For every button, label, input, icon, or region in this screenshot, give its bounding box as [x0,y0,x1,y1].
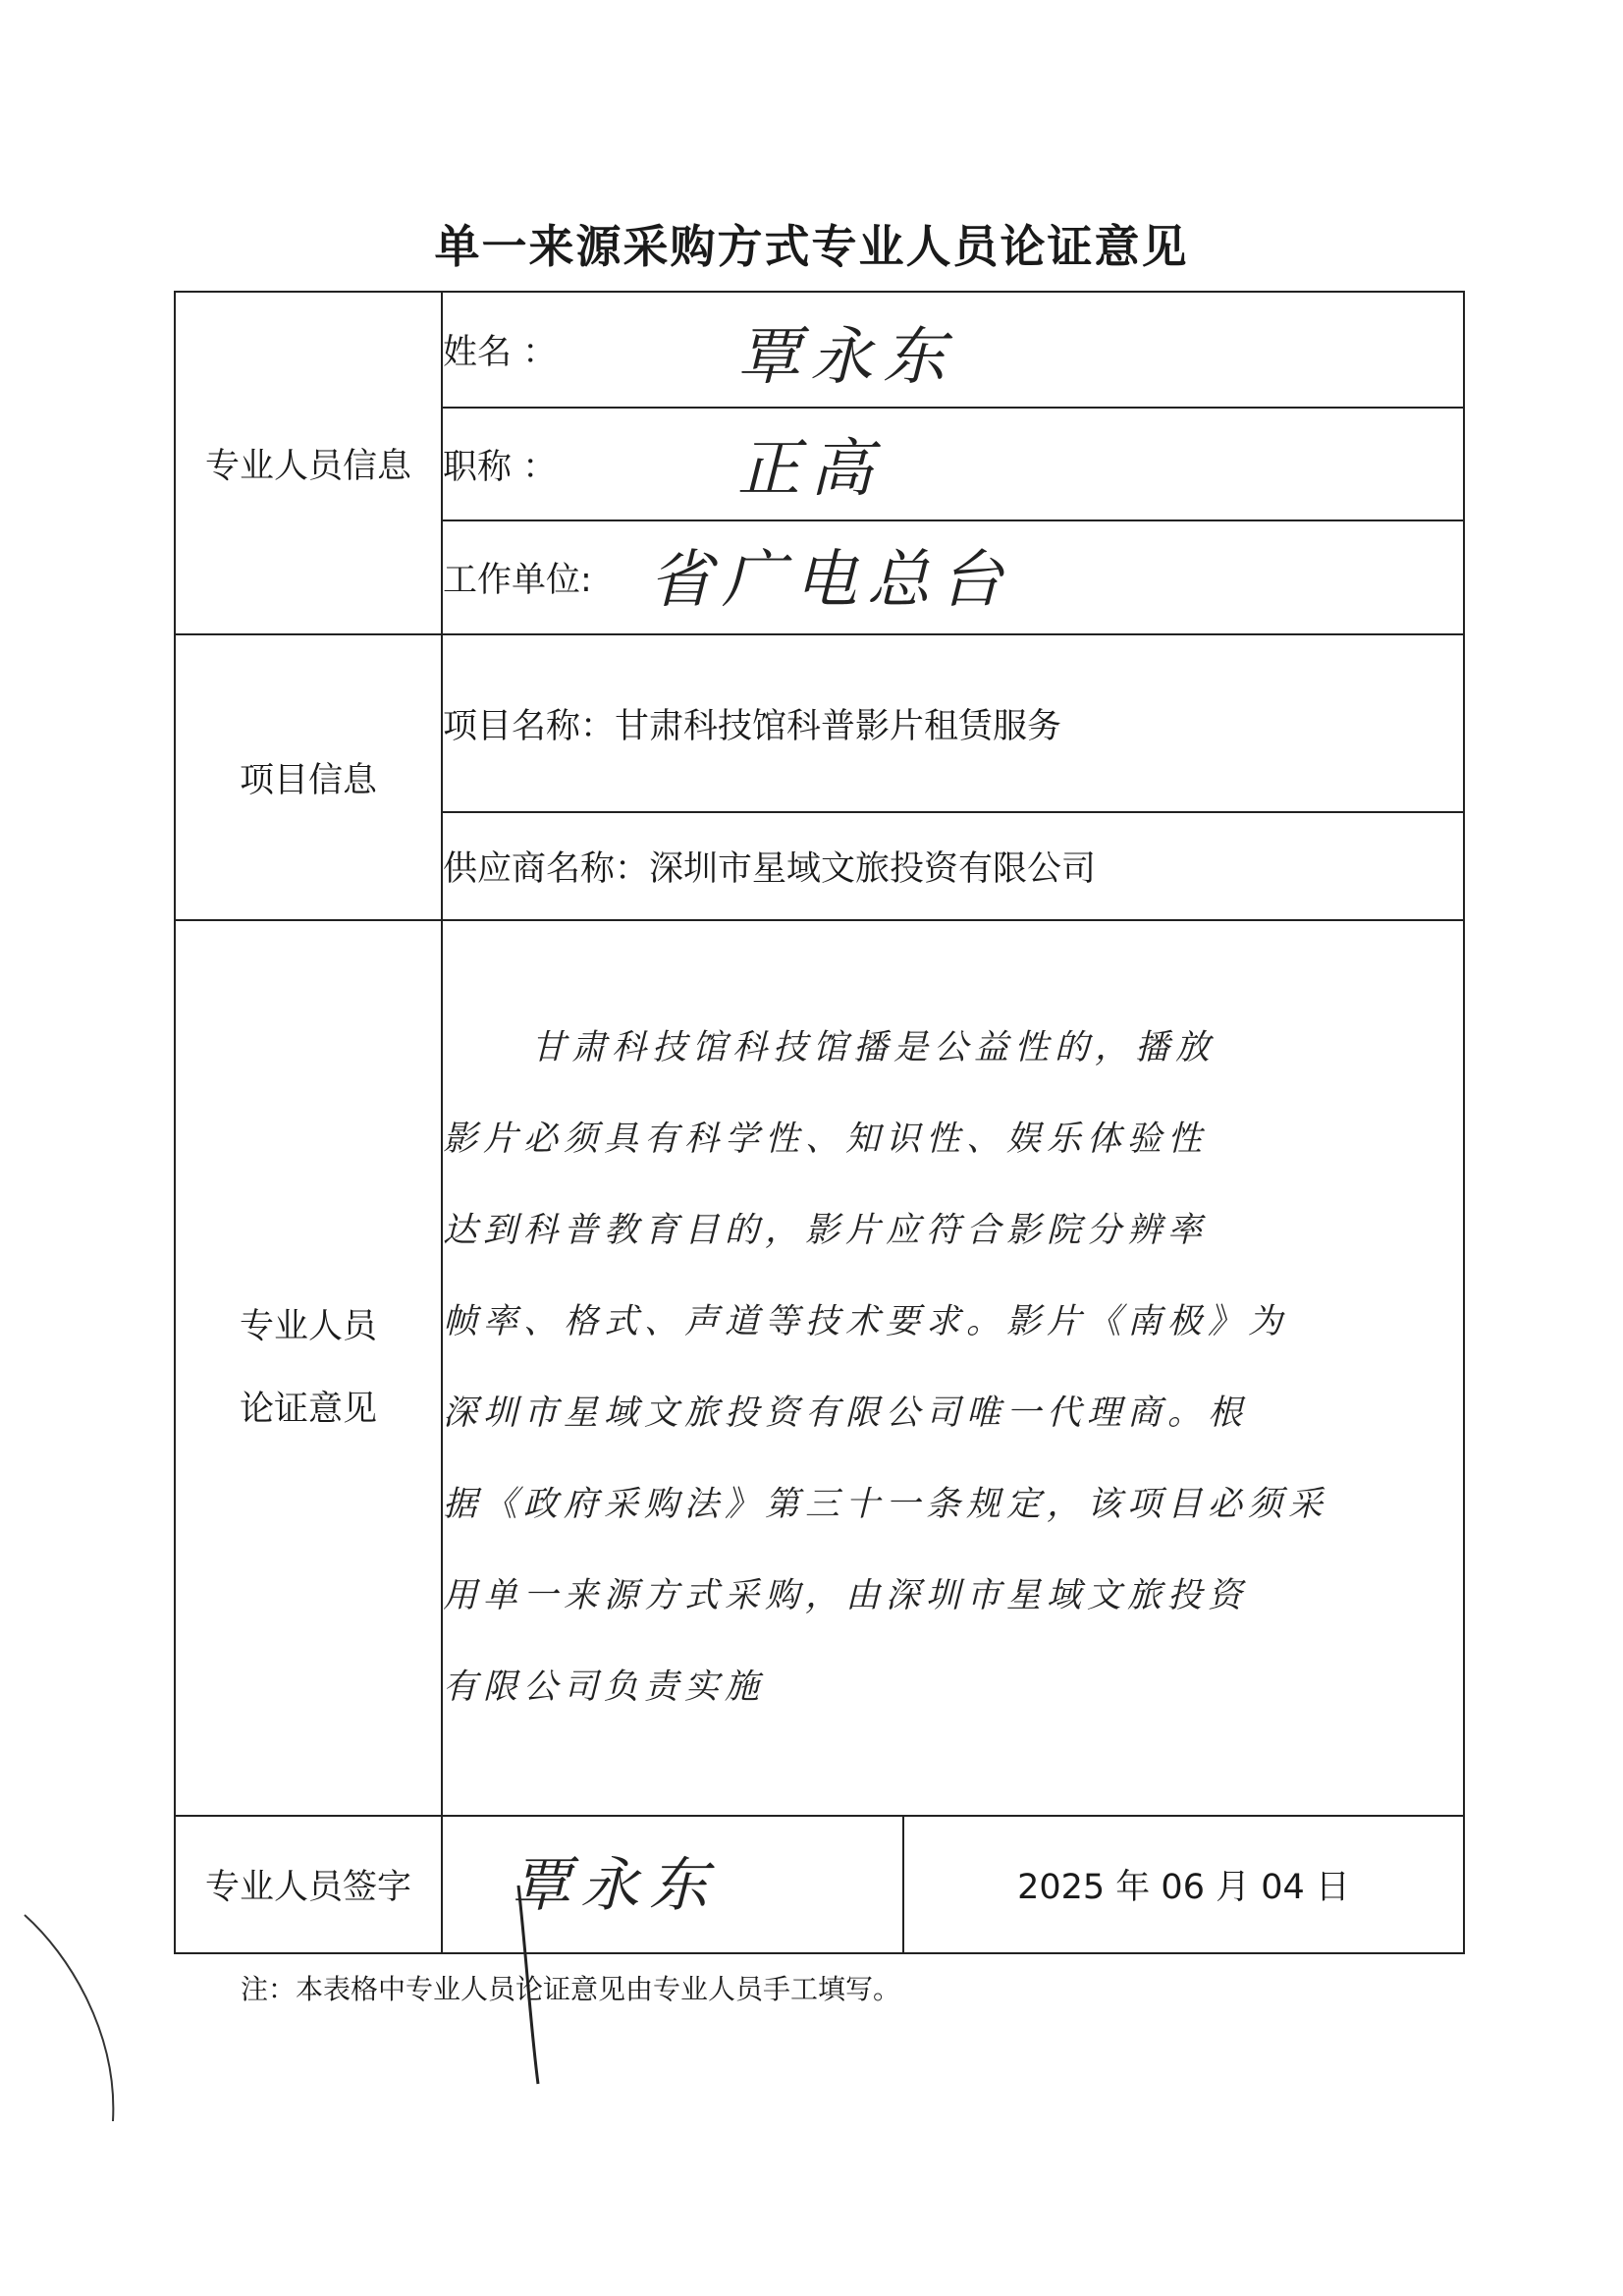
title-row [442,408,1464,520]
opinion-label-line2: 论证意见 [239,1390,377,1429]
opinion-line: 帧率、格式、声道等技术要求。影片《南极》为 [443,1302,1289,1341]
project-name: 项目名称：甘肃科技馆科普影片租赁服务 [442,634,1464,812]
form-table [174,291,1465,1954]
opinion-line: 影片必须具有科学性、知识性、娱乐体验性 [443,1120,1209,1159]
opinion-line: 用单一来源方式采购，由深圳市星域文旅投资 [443,1576,1249,1615]
opinion-line: 据《政府采购法》第三十一条规定，该项目必须采 [443,1485,1329,1524]
opinion-line: 深圳市星域文旅投资有限公司唯一代理商。根 [443,1394,1249,1433]
opinion-label-line1: 专业人员 [239,1307,377,1346]
title-handwritten: 正高 [737,433,883,506]
opinion-text [442,920,1464,1816]
project-info-label: 项目信息 [175,634,442,920]
name-handwritten: 覃永东 [737,321,955,394]
signature-label: 专业人员签字 [175,1816,442,1953]
unit-row [442,520,1464,634]
expert-info-label: 专业人员信息 [175,292,442,634]
margin-pen-mark [25,1915,113,2121]
opinion-line: 达到科普教育目的，影片应符合影院分辨率 [443,1211,1209,1250]
document-title: 单一来源采购方式专业人员论证意见 [434,220,1189,273]
unit-label: 工作单位: [443,561,592,600]
opinion-line: 有限公司负责实施 [443,1667,766,1707]
supplier-name: 供应商名称：深圳市星域文旅投资有限公司 [442,812,1464,920]
unit-handwritten: 省广电总台 [649,544,1012,617]
signature-date: 2025 年 06 月 04 日 [903,1816,1464,1953]
signature-cell [442,1816,903,1953]
title-label: 职称 ： [443,447,558,487]
opinion-label [175,920,442,1816]
name-row [442,292,1464,408]
name-label: 姓名 ： [443,333,558,372]
signature-handwritten: 覃永东 [512,1851,718,1920]
footnote: 注：本表格中专业人员论证意见由专业人员手工填写。 [241,1973,901,2005]
opinion-line: 甘肃科技馆科技馆播是公益性的，播放 [531,1028,1217,1067]
